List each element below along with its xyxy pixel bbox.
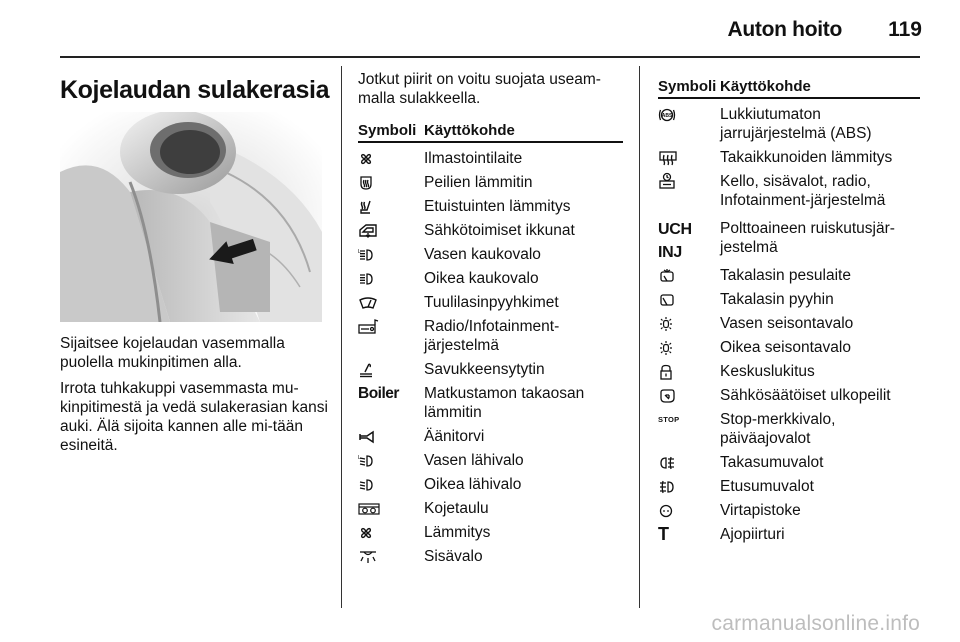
table-row bbox=[358, 427, 623, 446]
table-row bbox=[358, 499, 623, 518]
dashboard-photo-illustration bbox=[60, 112, 322, 322]
column-divider-2 bbox=[639, 66, 640, 608]
low-beam-left-icon bbox=[358, 451, 424, 470]
central-locking-icon bbox=[658, 362, 720, 381]
parking-light-left-icon bbox=[658, 314, 720, 333]
page-header bbox=[0, 18, 960, 48]
radio-icon bbox=[358, 317, 424, 336]
table-row bbox=[658, 314, 920, 333]
row-text: Takalasin pyyhin bbox=[720, 291, 834, 308]
row-text: Tuulilasinpyyhkimet bbox=[424, 294, 559, 311]
row-text: Äänitorvi bbox=[424, 428, 485, 445]
header-title: Auton hoito bbox=[727, 18, 842, 41]
fan-icon bbox=[358, 149, 424, 168]
table-row bbox=[358, 317, 623, 355]
windscreen-wiper-icon bbox=[358, 293, 424, 312]
function-column-header: Käyttökohde bbox=[720, 78, 811, 95]
row-text: Polttoaineen ruiskutusjär-jestelmä bbox=[720, 220, 895, 256]
table-row bbox=[358, 547, 623, 566]
rear-window-heating-icon bbox=[658, 148, 720, 167]
row-text: Matkustamon takaosan lämmitin bbox=[424, 385, 585, 421]
uch-inj-symbol bbox=[658, 219, 720, 261]
row-text: Vasen lähivalo bbox=[424, 452, 524, 469]
row-text: Takalasin pesulaite bbox=[720, 267, 851, 284]
function-column-header: Käyttökohde bbox=[424, 122, 515, 139]
row-text: Oikea kaukovalo bbox=[424, 270, 539, 287]
interior-light-icon bbox=[358, 547, 424, 566]
row-text: Keskuslukitus bbox=[720, 363, 815, 380]
fuse-table-part-2 bbox=[658, 78, 920, 549]
symbol-column-header: Symboli bbox=[358, 122, 417, 139]
table-row bbox=[358, 451, 623, 470]
section-title: Kojelaudan sulakerasia bbox=[60, 76, 330, 104]
header-divider bbox=[60, 56, 920, 58]
table-row bbox=[658, 362, 920, 381]
abs-icon bbox=[658, 105, 720, 124]
table-row bbox=[358, 221, 623, 240]
row-text: Kello, sisävalot, radio, Infotainment-järjestelmä bbox=[720, 173, 886, 209]
instruction-paragraph: Irrota tuhkakuppi vasemmasta mu-kinpitimestä ja vedä sulakerasian kansi auki. Älä sijoita kannen alle mi-tään esineitä. bbox=[60, 380, 328, 454]
rear-fog-light-icon bbox=[658, 453, 720, 472]
table-row bbox=[658, 219, 920, 261]
row-text: Lukkiutumaton jarrujärjestelmä (ABS) bbox=[720, 106, 872, 142]
ignition-icon bbox=[658, 501, 720, 520]
watermark: carmanualsonline.info bbox=[711, 612, 920, 635]
table-row bbox=[658, 453, 920, 472]
row-text: Savukkeensytytin bbox=[424, 361, 545, 378]
row-text: Etusumuvalot bbox=[720, 478, 814, 495]
page-number: 119 bbox=[888, 18, 922, 41]
table-row bbox=[358, 384, 623, 422]
table-row bbox=[358, 475, 623, 494]
mirror-heating-icon bbox=[358, 173, 424, 192]
parking-light-right-icon bbox=[658, 338, 720, 357]
exterior-mirror-icon bbox=[658, 386, 720, 405]
row-text: Lämmitys bbox=[424, 524, 491, 541]
horn-icon bbox=[358, 427, 424, 446]
high-beam-left-icon bbox=[358, 245, 424, 264]
table-row bbox=[658, 148, 920, 167]
row-text: Ilmastointilaite bbox=[424, 150, 523, 167]
stop-symbol: STOP bbox=[658, 415, 680, 424]
symbol-column-header: Symboli bbox=[658, 78, 717, 95]
table-row bbox=[358, 360, 623, 379]
seat-heating-icon bbox=[358, 197, 424, 216]
heater-fan-icon bbox=[358, 523, 424, 542]
uch-label: UCH bbox=[658, 221, 692, 238]
location-paragraph: Sijaitsee kojelaudan vasemmalla puolella mukinpitimen alla. bbox=[60, 335, 285, 371]
svg-text:L: L bbox=[358, 454, 361, 461]
table-row bbox=[658, 525, 920, 544]
table-row bbox=[358, 269, 623, 288]
rear-wiper-icon bbox=[658, 290, 720, 309]
clock-radio-icon bbox=[658, 172, 720, 214]
table-row bbox=[658, 338, 920, 357]
row-text: Etuistuinten lämmitys bbox=[424, 198, 571, 215]
power-window-icon bbox=[358, 221, 424, 240]
table-row bbox=[358, 149, 623, 168]
row-text: Peilien lämmitin bbox=[424, 174, 533, 191]
tachograph-symbol: T bbox=[658, 524, 669, 544]
svg-text:L: L bbox=[358, 248, 361, 255]
row-text: Takasumuvalot bbox=[720, 454, 824, 471]
row-text: Virtapistoke bbox=[720, 502, 801, 519]
table-row bbox=[358, 245, 623, 264]
row-text: Vasen seisontavalo bbox=[720, 315, 854, 332]
table-row bbox=[658, 172, 920, 214]
instrument-panel-icon bbox=[358, 499, 424, 518]
row-text: Takaikkunoiden lämmitys bbox=[720, 149, 893, 166]
table-row bbox=[358, 523, 623, 542]
column-divider-1 bbox=[341, 66, 342, 608]
row-text: Kojetaulu bbox=[424, 500, 489, 517]
fuse-table-part-1 bbox=[358, 70, 623, 571]
table-row bbox=[358, 293, 623, 312]
svg-text:ABS: ABS bbox=[661, 112, 673, 119]
rear-washer-icon bbox=[658, 266, 720, 285]
row-text: Sisävalo bbox=[424, 548, 483, 565]
table-row bbox=[658, 410, 920, 448]
row-text: Sähkösäätöiset ulkopeilit bbox=[720, 387, 891, 404]
table-row bbox=[358, 173, 623, 192]
table-row bbox=[658, 477, 920, 496]
row-text: Sähkötoimiset ikkunat bbox=[424, 222, 575, 239]
row-text: Stop-merkkivalo, päiväajovalot bbox=[720, 411, 836, 447]
table-row bbox=[658, 386, 920, 405]
low-beam-right-icon bbox=[358, 475, 424, 494]
table-header bbox=[658, 78, 920, 99]
row-text: Oikea seisontavalo bbox=[720, 339, 851, 356]
row-text: Vasen kaukovalo bbox=[424, 246, 541, 263]
front-fog-light-icon bbox=[658, 477, 720, 496]
section-body bbox=[60, 334, 328, 462]
row-text: Oikea lähivalo bbox=[424, 476, 522, 493]
high-beam-right-icon bbox=[358, 269, 424, 288]
table-row bbox=[658, 501, 920, 520]
row-text: Ajopiirturi bbox=[720, 526, 785, 543]
fuse-box-location-photo bbox=[60, 112, 322, 322]
boiler-symbol: Boiler bbox=[358, 385, 399, 402]
inj-label: INJ bbox=[658, 244, 682, 261]
table-intro: Jotkut piirit on voitu suojata useam-malla sulakkeella. bbox=[358, 71, 601, 107]
table-row bbox=[658, 290, 920, 309]
table-row bbox=[658, 105, 920, 143]
row-text: Radio/Infotainment-järjestelmä bbox=[424, 318, 560, 354]
table-row bbox=[358, 197, 623, 216]
cigarette-lighter-icon bbox=[358, 360, 424, 379]
table-header bbox=[358, 122, 623, 143]
table-row bbox=[658, 266, 920, 285]
